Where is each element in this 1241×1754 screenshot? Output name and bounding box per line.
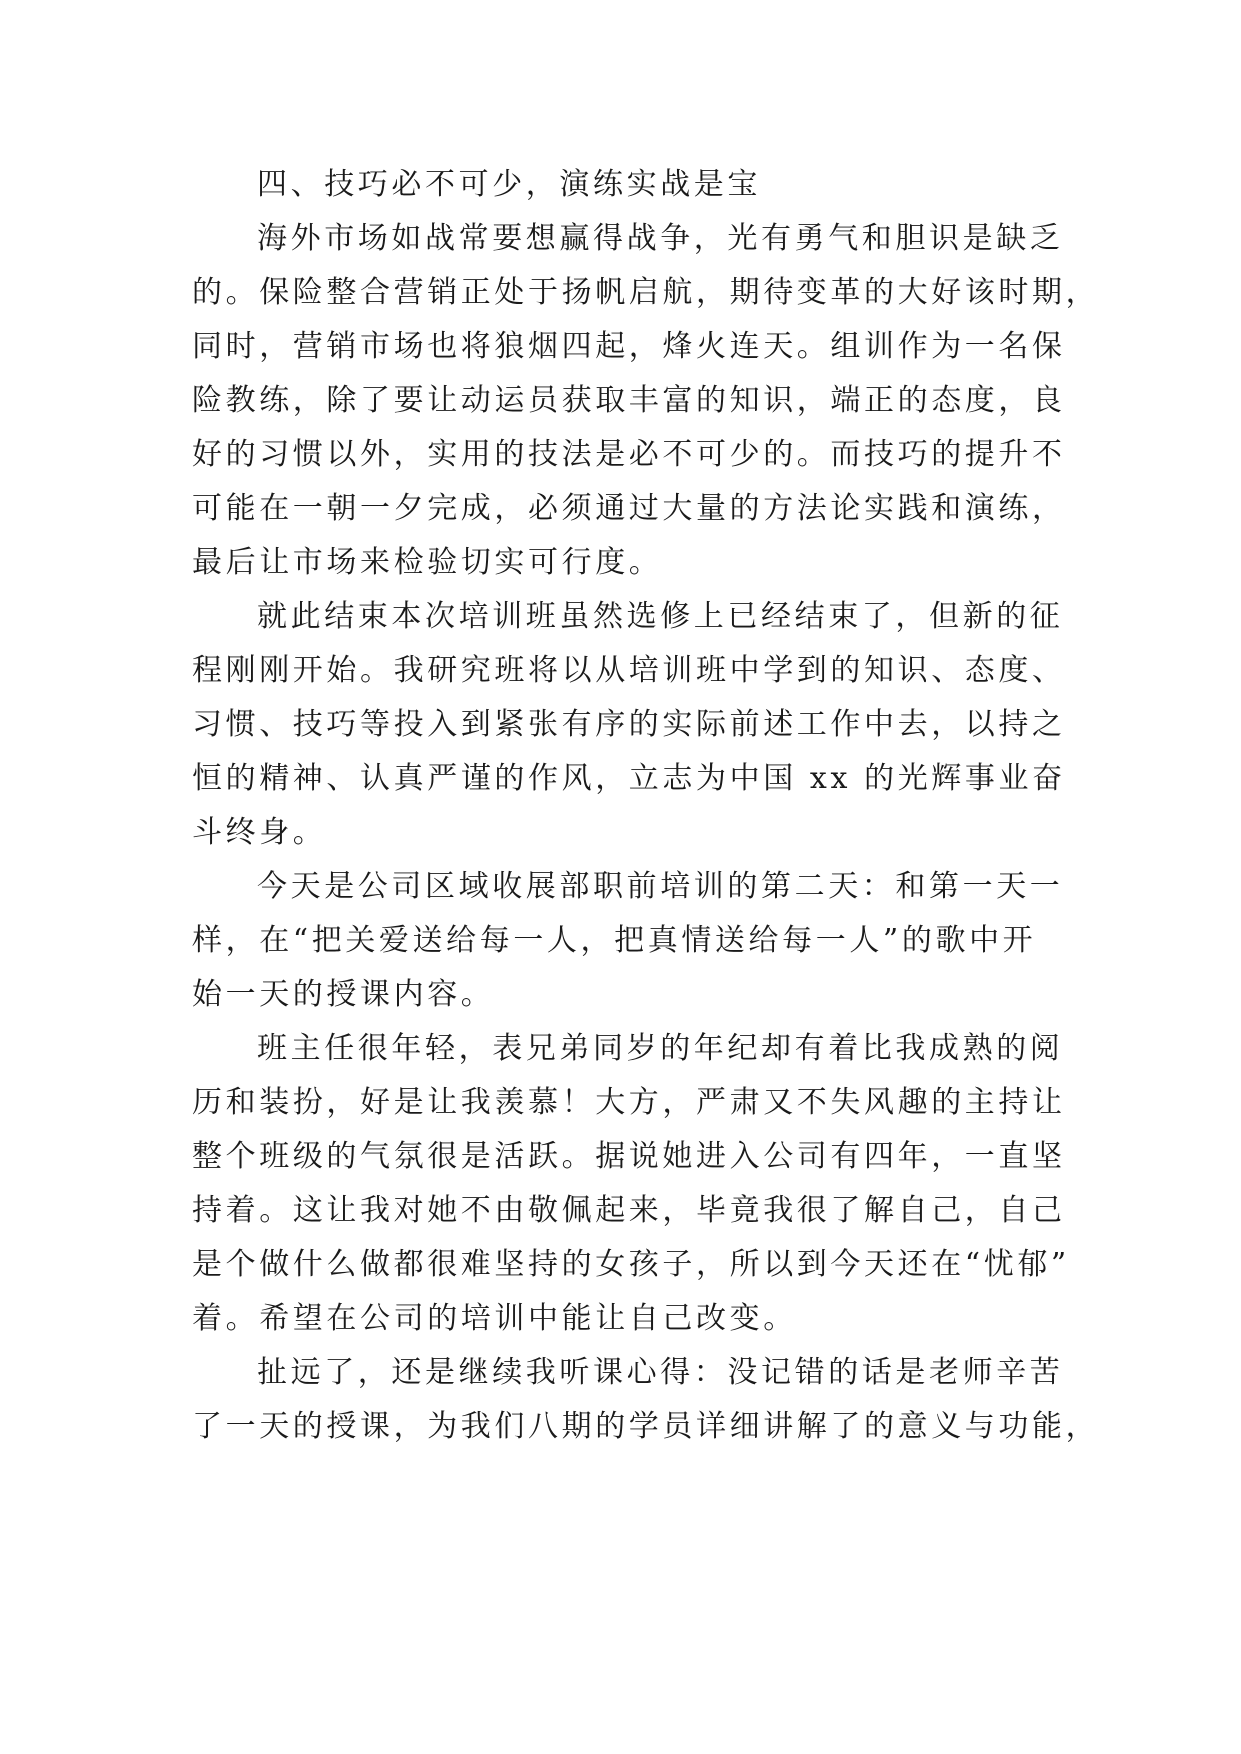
text-line: 整个班级的气氛很是活跃。据说她进入公司有四年，一直坚: [192, 1139, 1066, 1174]
text-line: 同时，营销市场也将狼烟四起，烽火连天。组训作为一名保: [192, 329, 1066, 364]
text-line: 恒的精神、认真严谨的作风，立志为中国 xx 的光辉事业奋: [192, 761, 1066, 796]
text-line: 始一天的授课内容。: [192, 977, 495, 1012]
paragraph-first-line: 四、技巧必不可少，演练实战是宝: [257, 167, 761, 202]
text-line: 可能在一朝一夕完成，必须通过大量的方法论实践和演练，: [192, 491, 1066, 526]
paragraph-first-line: 班主任很年轻，表兄弟同岁的年纪却有着比我成熟的阅: [257, 1031, 1064, 1066]
text-line: 持着。这让我对她不由敬佩起来，毕竟我很了解自己，自己: [192, 1193, 1066, 1228]
text-line: 最后让市场来检验切实可行度。: [192, 545, 663, 580]
paragraph-first-line: 海外市场如战常要想赢得战争，光有勇气和胆识是缺乏: [257, 221, 1064, 256]
paragraph-first-line: 扯远了，还是继续我听课心得：没记错的话是老师辛苦: [257, 1355, 1064, 1390]
text-line: 是个做什么做都很难坚持的女孩子，所以到今天还在“忧郁”: [192, 1247, 1070, 1282]
text-line: 的。保险整合营销正处于扬帆启航，期待变革的大好该时期，: [192, 275, 1100, 310]
text-line: 险教练，除了要让动运员获取丰富的知识，端正的态度，良: [192, 383, 1066, 418]
paragraph-first-line: 今天是公司区域收展部职前培训的第二天：和第一天一: [257, 869, 1064, 904]
text-line: 了一天的授课，为我们八期的学员详细讲解了的意义与功能，: [192, 1409, 1100, 1444]
text-line: 历和装扮，好是让我羡慕！大方，严肃又不失风趣的主持让: [192, 1085, 1066, 1120]
text-line: 斗终身。: [192, 815, 327, 850]
paragraph-first-line: 就此结束本次培训班虽然选修上已经结束了，但新的征: [257, 599, 1064, 634]
text-line: 样，在“把关爱送给每一人，把真情送给每一人”的歌中开: [192, 923, 1037, 958]
text-line: 程刚刚开始。我研究班将以从培训班中学到的知识、态度、: [192, 653, 1066, 688]
text-line: 着。希望在公司的培训中能让自己改变。: [192, 1301, 797, 1336]
text-line: 好的习惯以外，实用的技法是必不可少的。而技巧的提升不: [192, 437, 1066, 472]
text-line: 习惯、技巧等投入到紧张有序的实际前述工作中去，以持之: [192, 707, 1066, 742]
document-body: [192, 158, 1100, 1454]
